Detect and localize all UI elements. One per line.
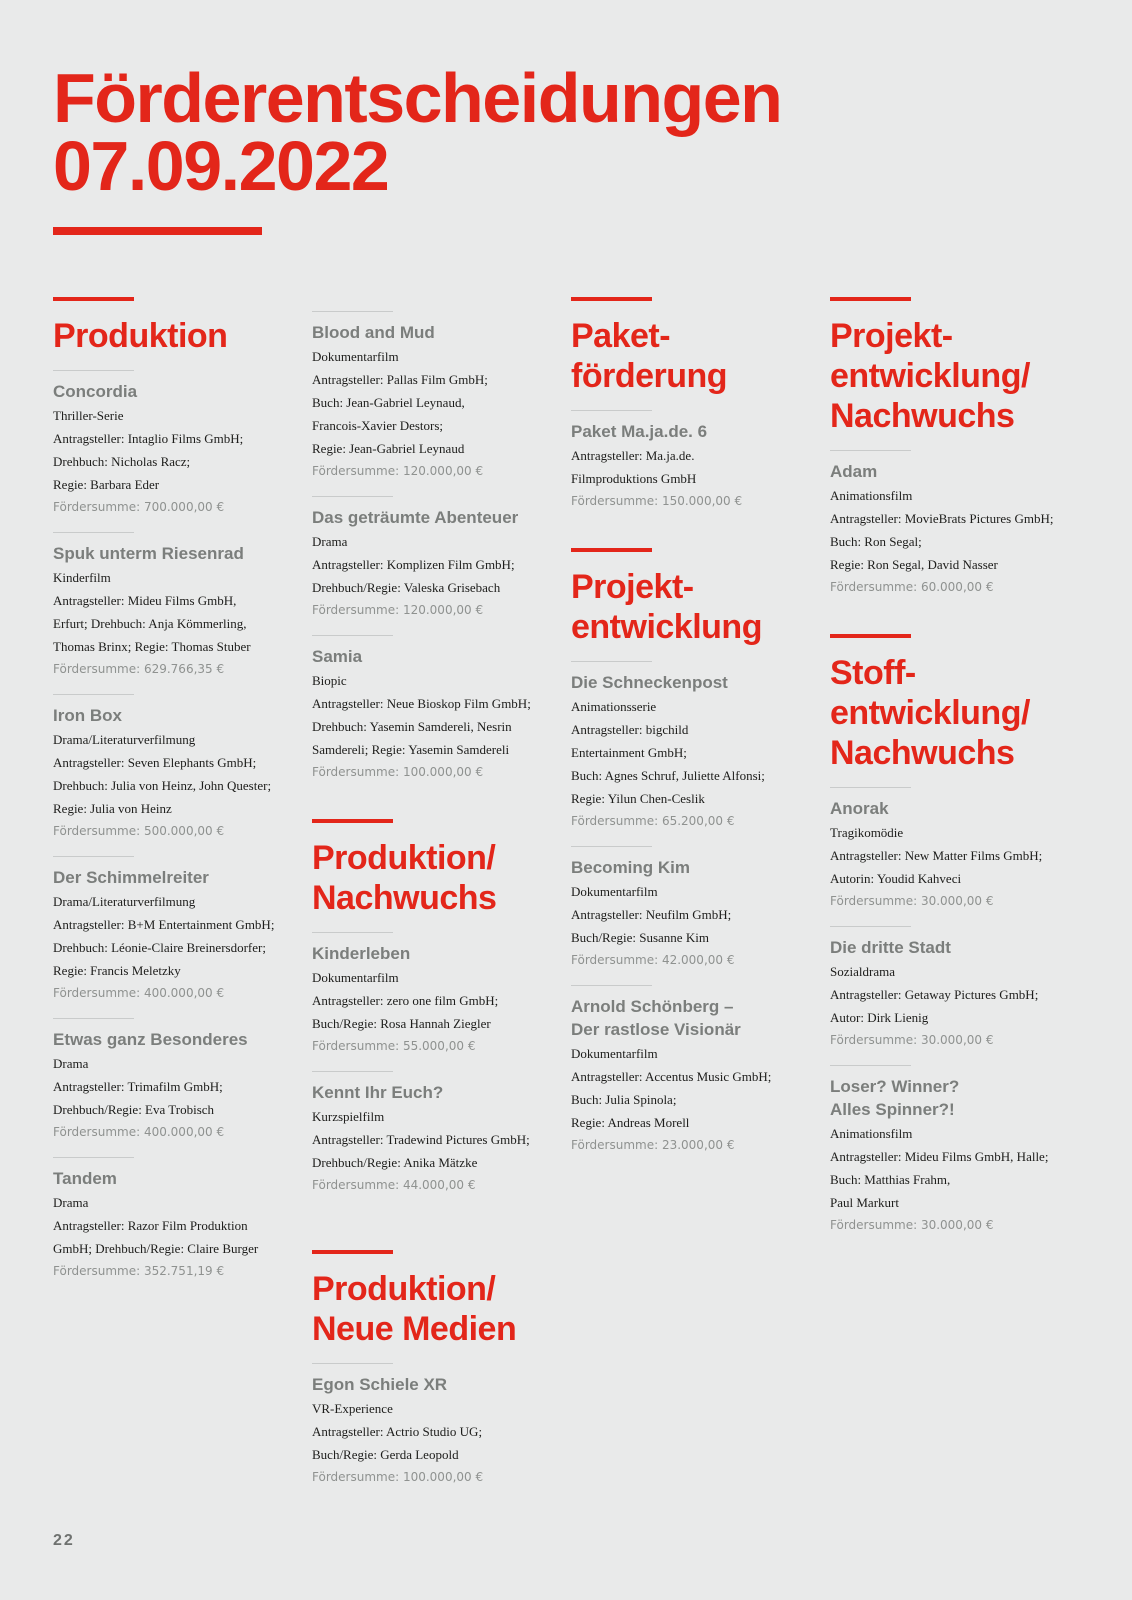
funding-entry	[53, 370, 298, 518]
funding-entry	[312, 1071, 557, 1196]
funding-entry	[571, 661, 816, 832]
project-details	[312, 669, 557, 761]
project-title-line: Der rastlose Visionär	[571, 1020, 741, 1039]
funding-amount: Fördersumme: 400.000,00 €	[53, 986, 225, 1000]
project-detail-line: Regie: Jean-Gabriel Leynaud	[312, 441, 465, 456]
project-detail-line: Thomas Brinx; Regie: Thomas Stuber	[53, 639, 251, 654]
project-detail-line: Antragsteller: Komplizen Film GmbH;	[312, 557, 515, 572]
project-detail-line: Drehbuch/Regie: Valeska Grisebach	[312, 580, 501, 595]
entry-rule	[53, 1018, 134, 1019]
project-details	[312, 1105, 557, 1174]
project-title-line: Das geträumte Abenteuer	[312, 508, 519, 527]
project-title	[571, 995, 816, 1041]
project-detail-line: Antragsteller: Neue Bioskop Film GmbH;	[312, 696, 531, 711]
project-details	[312, 530, 557, 599]
project-detail-line: Antragsteller: Pallas Film GmbH;	[312, 372, 488, 387]
section-title-line: förderung	[571, 357, 728, 395]
project-title-line: Becoming Kim	[571, 858, 691, 877]
project-detail-line: Francois-Xavier Destors;	[312, 418, 444, 433]
funding-amount: Fördersumme: 100.000,00 €	[312, 1470, 484, 1484]
project-detail-line: Filmproduktions GmbH	[571, 471, 697, 486]
project-detail-line: Antragsteller: Ma.ja.de.	[571, 448, 695, 463]
column-2	[312, 297, 557, 1488]
project-detail-line: Antragsteller: Trimafilm GmbH;	[53, 1079, 223, 1094]
project-details	[312, 966, 557, 1035]
funding-entry	[830, 450, 1075, 598]
entry-rule	[830, 926, 911, 927]
funding-amount: Fördersumme: 100.000,00 €	[312, 765, 484, 779]
project-detail-line: Autor: Dirk Lienig	[830, 1010, 929, 1025]
funding-amount: Fördersumme: 500.000,00 €	[53, 824, 225, 838]
funding-section	[571, 297, 816, 512]
project-title	[312, 506, 557, 529]
project-detail-line: Regie: Francis Meletzky	[53, 963, 181, 978]
project-detail-line: Drehbuch/Regie: Anika Mätzke	[312, 1155, 478, 1170]
funding-entry	[53, 856, 298, 1004]
project-title	[830, 936, 1075, 959]
project-detail-line: Drehbuch: Nicholas Racz;	[53, 454, 191, 469]
funding-amount: Fördersumme: 60.000,00 €	[830, 580, 994, 594]
project-detail-line: Kurzspielfilm	[312, 1109, 385, 1124]
funding-amount: Fördersumme: 30.000,00 €	[830, 894, 994, 908]
project-title	[830, 460, 1075, 483]
project-title-line: Kinderleben	[312, 944, 411, 963]
project-title-line: Tandem	[53, 1169, 117, 1188]
project-title-line: Kennt Ihr Euch?	[312, 1083, 444, 1102]
project-details	[830, 821, 1075, 890]
project-title	[830, 1075, 1075, 1121]
project-detail-line: Regie: Andreas Morell	[571, 1115, 690, 1130]
project-title	[571, 420, 816, 443]
title-rule	[53, 227, 262, 235]
project-details	[53, 404, 298, 496]
funding-entry	[53, 1018, 298, 1143]
entry-rule	[53, 1157, 134, 1158]
project-detail-line: Antragsteller: Accentus Music GmbH;	[571, 1069, 772, 1084]
project-title-line: Arnold Schönberg –	[571, 997, 734, 1016]
project-detail-line: Animationsfilm	[830, 488, 913, 503]
section-title-line: Paket-	[571, 317, 671, 355]
section-title	[53, 316, 298, 356]
project-title-line: Die dritte Stadt	[830, 938, 951, 957]
entry-rule	[53, 370, 134, 371]
entry-rule	[830, 450, 911, 451]
project-detail-line: Biopic	[312, 673, 347, 688]
project-details	[53, 1052, 298, 1121]
section-title-line: Stoff-	[830, 654, 916, 692]
funding-amount: Fördersumme: 65.200,00 €	[571, 814, 735, 828]
funding-amount: Fördersumme: 400.000,00 €	[53, 1125, 225, 1139]
project-detail-line: Antragsteller: Mideu Films GmbH,	[53, 593, 237, 608]
project-detail-line: Tragikomödie	[830, 825, 904, 840]
entry-rule	[53, 694, 134, 695]
project-detail-line: Entertainment GmbH;	[571, 745, 687, 760]
funding-section	[830, 297, 1075, 598]
project-details	[312, 1397, 557, 1466]
project-detail-line: Dokumentarfilm	[571, 1046, 658, 1061]
project-detail-line: Buch: Ron Segal;	[830, 534, 922, 549]
funding-entry	[830, 1065, 1075, 1236]
project-detail-line: Antragsteller: Actrio Studio UG;	[312, 1424, 483, 1439]
project-title-line: Paket Ma.ja.de. 6	[571, 422, 708, 441]
section-title-line: entwicklung	[571, 608, 762, 646]
entry-rule	[53, 532, 134, 533]
project-detail-line: Buch/Regie: Susanne Kim	[571, 930, 709, 945]
column-4	[830, 297, 1075, 1236]
page-title-date: 07.09.2022	[53, 127, 389, 205]
project-title	[571, 671, 816, 694]
section-title	[830, 316, 1075, 436]
funding-entry	[312, 932, 557, 1057]
project-detail-line: Dokumentarfilm	[312, 970, 399, 985]
funding-amount: Fördersumme: 150.000,00 €	[571, 494, 743, 508]
project-detail-line: Buch: Jean-Gabriel Leynaud,	[312, 395, 465, 410]
project-details	[571, 1042, 816, 1134]
project-detail-line: Sozialdrama	[830, 964, 895, 979]
funding-entry	[53, 694, 298, 842]
project-title	[53, 1028, 298, 1051]
project-detail-line: Antragsteller: Neufilm GmbH;	[571, 907, 732, 922]
project-detail-line: Drehbuch: Julia von Heinz, John Quester;	[53, 778, 272, 793]
project-details	[571, 880, 816, 949]
project-title	[312, 1081, 557, 1104]
project-detail-line: Antragsteller: Mideu Films GmbH, Halle;	[830, 1149, 1049, 1164]
project-details	[53, 890, 298, 982]
section-title	[312, 1269, 557, 1349]
project-title-line: Loser? Winner?	[830, 1077, 960, 1096]
project-detail-line: Antragsteller: Getaway Pictures GmbH;	[830, 987, 1039, 1002]
project-detail-line: Drehbuch: Yasemin Samdereli, Nesrin	[312, 719, 512, 734]
funding-entry	[312, 635, 557, 783]
project-title	[312, 942, 557, 965]
project-detail-line: Animationsserie	[571, 699, 657, 714]
section-rule	[312, 819, 393, 823]
section-rule	[312, 1250, 393, 1254]
funding-amount: Fördersumme: 42.000,00 €	[571, 953, 735, 967]
project-detail-line: Paul Markurt	[830, 1195, 899, 1210]
project-detail-line: Antragsteller: New Matter Films GmbH;	[830, 848, 1043, 863]
section-title-line: Produktion/	[312, 1270, 496, 1308]
page-title-line-1: Förderentscheidungen	[53, 59, 782, 137]
project-detail-line: Autorin: Youdid Kahveci	[830, 871, 962, 886]
section-rule	[830, 297, 911, 301]
column-1	[53, 297, 298, 1282]
entry-rule	[830, 787, 911, 788]
section-rule	[571, 548, 652, 552]
project-detail-line: Erfurt; Drehbuch: Anja Kömmerling,	[53, 616, 247, 631]
section-title	[830, 653, 1075, 773]
funding-section	[830, 634, 1075, 1236]
entry-rule	[571, 846, 652, 847]
project-title-line: Der Schimmelreiter	[53, 868, 209, 887]
entry-rule	[312, 1071, 393, 1072]
section-title-line: Produktion	[53, 317, 228, 355]
entry-rule	[53, 856, 134, 857]
project-detail-line: Drama	[312, 534, 348, 549]
section-title	[571, 316, 816, 396]
project-details	[571, 695, 816, 810]
section-rule	[53, 297, 134, 301]
project-detail-line: Buch/Regie: Gerda Leopold	[312, 1447, 459, 1462]
project-title	[312, 645, 557, 668]
section-title-line: Projekt-	[571, 568, 694, 606]
project-title-line: Concordia	[53, 382, 138, 401]
funding-section	[571, 548, 816, 1156]
project-title	[53, 1167, 298, 1190]
project-details	[53, 1191, 298, 1260]
funding-entry	[571, 410, 816, 512]
project-detail-line: Drama/Literaturverfilmung	[53, 894, 196, 909]
funding-entry	[312, 1363, 557, 1488]
funding-amount: Fördersumme: 352.751,19 €	[53, 1264, 225, 1278]
funding-entry	[830, 787, 1075, 912]
entry-rule	[312, 932, 393, 933]
project-title	[312, 1373, 557, 1396]
project-title	[571, 856, 816, 879]
section-title-line: entwicklung/	[830, 357, 1030, 395]
entry-rule	[312, 311, 393, 312]
project-title	[312, 321, 557, 344]
project-title-line: Etwas ganz Besonderes	[53, 1030, 248, 1049]
section-rule	[830, 634, 911, 638]
project-title-line: Iron Box	[53, 706, 122, 725]
project-title-line: Egon Schiele XR	[312, 1375, 448, 1394]
project-detail-line: Regie: Yilun Chen-Ceslik	[571, 791, 705, 806]
section-title-line: Nachwuchs	[830, 397, 1015, 435]
project-title	[53, 704, 298, 727]
funding-section	[312, 311, 557, 783]
project-title-line: Die Schneckenpost	[571, 673, 728, 692]
project-detail-line: Kinderfilm	[53, 570, 111, 585]
project-detail-line: Buch/Regie: Rosa Hannah Ziegler	[312, 1016, 491, 1031]
project-detail-line: Animationsfilm	[830, 1126, 913, 1141]
project-detail-line: Antragsteller: MovieBrats Pictures GmbH;	[830, 511, 1054, 526]
funding-amount: Fördersumme: 629.766,35 €	[53, 662, 225, 676]
project-detail-line: Drehbuch: Léonie-Claire Breinersdorfer;	[53, 940, 266, 955]
project-detail-line: Drama/Literaturverfilmung	[53, 732, 196, 747]
project-detail-line: Regie: Barbara Eder	[53, 477, 160, 492]
project-detail-line: Dokumentarfilm	[312, 349, 399, 364]
project-title	[53, 380, 298, 403]
page-title	[53, 59, 782, 205]
project-details	[53, 566, 298, 658]
funding-amount: Fördersumme: 700.000,00 €	[53, 500, 225, 514]
funding-section	[312, 1250, 557, 1488]
project-detail-line: Antragsteller: Razor Film Produktion	[53, 1218, 248, 1233]
section-title-line: Nachwuchs	[312, 879, 497, 917]
funding-entry	[312, 311, 557, 482]
funding-entry	[312, 496, 557, 621]
entry-rule	[312, 635, 393, 636]
project-detail-line: Buch: Julia Spinola;	[571, 1092, 677, 1107]
funding-entry	[53, 1157, 298, 1282]
project-detail-line: GmbH; Drehbuch/Regie: Claire Burger	[53, 1241, 259, 1256]
section-title	[571, 567, 816, 647]
column-3	[571, 297, 816, 1156]
funding-section	[312, 819, 557, 1196]
funding-amount: Fördersumme: 120.000,00 €	[312, 464, 484, 478]
funding-entry	[53, 532, 298, 680]
project-detail-line: Antragsteller: bigchild	[571, 722, 689, 737]
project-detail-line: Buch: Agnes Schruf, Juliette Alfonsi;	[571, 768, 765, 783]
project-detail-line: Samdereli; Regie: Yasemin Samdereli	[312, 742, 510, 757]
section-title-line: entwicklung/	[830, 694, 1030, 732]
project-detail-line: Drama	[53, 1195, 89, 1210]
section-title	[312, 838, 557, 918]
funding-amount: Fördersumme: 55.000,00 €	[312, 1039, 476, 1053]
project-details	[830, 484, 1075, 576]
project-title	[830, 797, 1075, 820]
project-detail-line: Antragsteller: Seven Elephants GmbH;	[53, 755, 257, 770]
funding-amount: Fördersumme: 30.000,00 €	[830, 1033, 994, 1047]
project-detail-line: Dokumentarfilm	[571, 884, 658, 899]
section-title-line: Nachwuchs	[830, 734, 1015, 772]
project-detail-line: Buch: Matthias Frahm,	[830, 1172, 951, 1187]
project-detail-line: Antragsteller: Tradewind Pictures GmbH;	[312, 1132, 530, 1147]
project-detail-line: Antragsteller: B+M Entertainment GmbH;	[53, 917, 275, 932]
funding-amount: Fördersumme: 44.000,00 €	[312, 1178, 476, 1192]
section-title-line: Neue Medien	[312, 1310, 517, 1348]
section-title-line: Projekt-	[830, 317, 953, 355]
entry-rule	[312, 1363, 393, 1364]
funding-entry	[830, 926, 1075, 1051]
project-detail-line: Regie: Julia von Heinz	[53, 801, 172, 816]
project-details	[830, 1122, 1075, 1214]
project-detail-line: Antragsteller: Intaglio Films GmbH;	[53, 431, 244, 446]
page-number: 22	[53, 1532, 75, 1549]
project-title	[53, 866, 298, 889]
project-detail-line: Drama	[53, 1056, 89, 1071]
entry-rule	[830, 1065, 911, 1066]
project-title-line: Blood and Mud	[312, 323, 435, 342]
entry-rule	[312, 496, 393, 497]
project-details	[571, 444, 816, 490]
entry-rule	[571, 410, 652, 411]
funding-entry	[571, 846, 816, 971]
project-detail-line: Drehbuch/Regie: Eva Trobisch	[53, 1102, 215, 1117]
project-title-line: Samia	[312, 647, 363, 666]
funding-amount: Fördersumme: 30.000,00 €	[830, 1218, 994, 1232]
project-title	[53, 542, 298, 565]
entry-rule	[571, 985, 652, 986]
section-rule	[571, 297, 652, 301]
project-details	[830, 960, 1075, 1029]
project-title-line: Adam	[830, 462, 878, 481]
funding-entry	[571, 985, 816, 1156]
project-title-line: Spuk unterm Riesenrad	[53, 544, 244, 563]
project-detail-line: Thriller-Serie	[53, 408, 124, 423]
project-detail-line: VR-Experience	[312, 1401, 393, 1416]
project-detail-line: Regie: Ron Segal, David Nasser	[830, 557, 998, 572]
funding-amount: Fördersumme: 120.000,00 €	[312, 603, 484, 617]
project-details	[53, 728, 298, 820]
section-title-line: Produktion/	[312, 839, 496, 877]
entry-rule	[571, 661, 652, 662]
project-title-line: Anorak	[830, 799, 889, 818]
project-detail-line: Antragsteller: zero one film GmbH;	[312, 993, 499, 1008]
funding-section	[53, 297, 298, 1282]
project-title-line: Alles Spinner?!	[830, 1100, 955, 1119]
funding-amount: Fördersumme: 23.000,00 €	[571, 1138, 735, 1152]
project-details	[312, 345, 557, 460]
